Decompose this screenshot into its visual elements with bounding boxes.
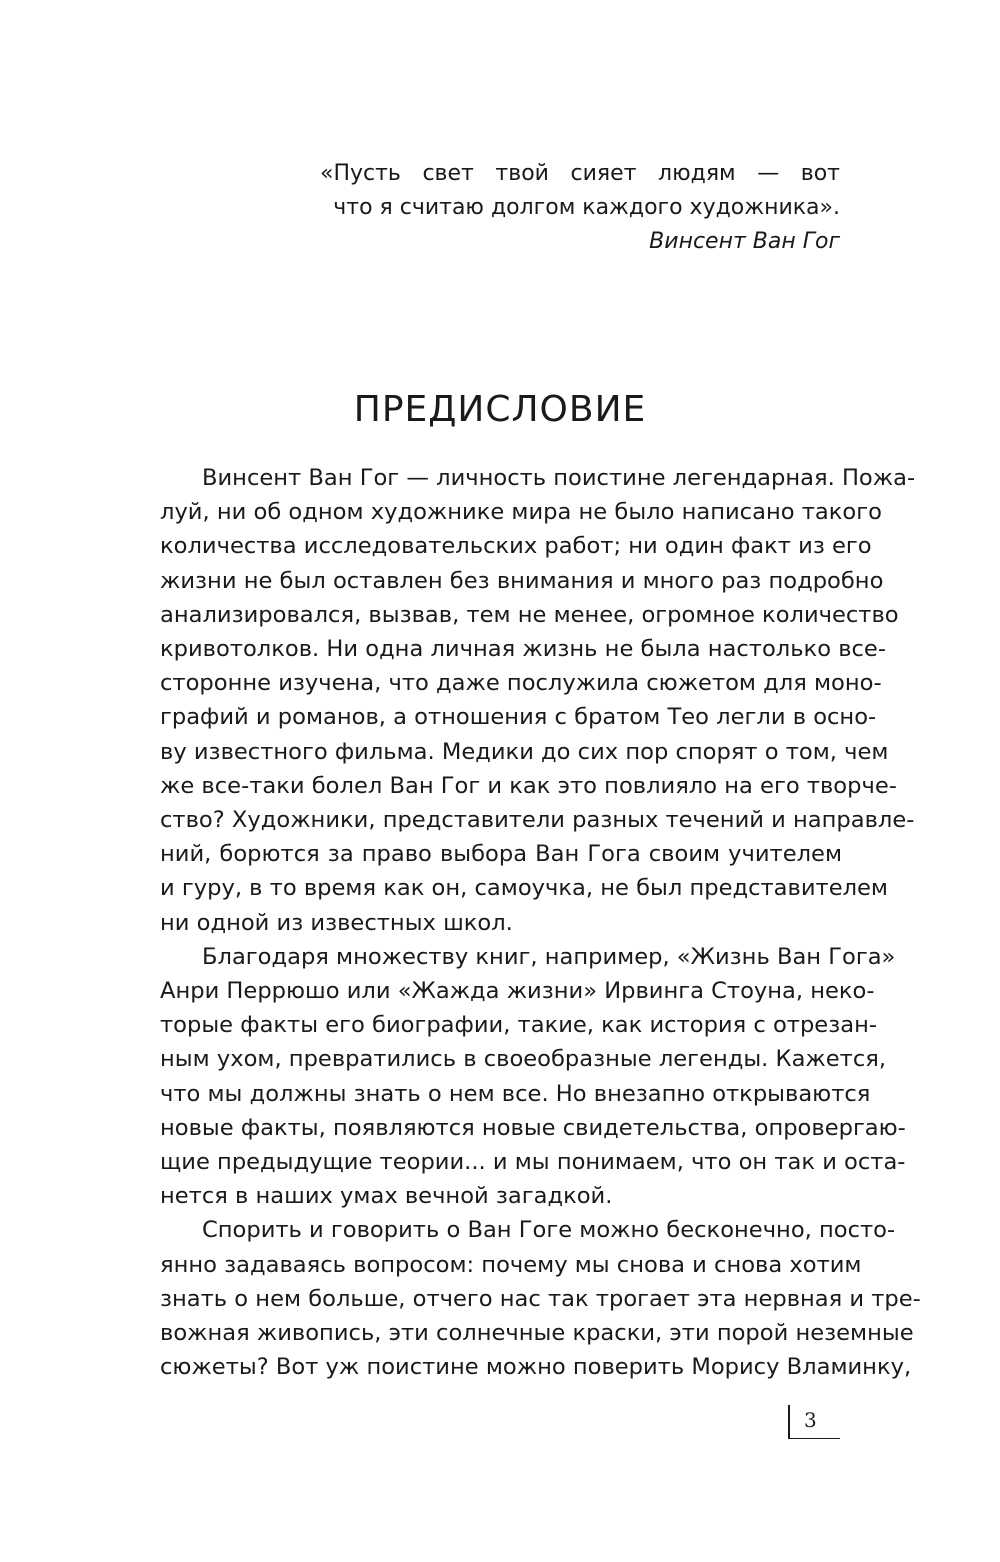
text-line: новые факты, появляются новые свидетельства, опровергаю- bbox=[160, 1114, 906, 1141]
text-line: нется в наших умах вечной загадкой. bbox=[160, 1183, 613, 1210]
text-line: кривотолков. Ни одна личная жизнь не была настолько все- bbox=[160, 636, 886, 663]
epigraph-line: что я считаю долгом каждого художника». bbox=[333, 195, 840, 220]
text-line: Анри Перрюшо или «Жажда жизни» Ирвинга Стоуна, неко- bbox=[160, 978, 875, 1005]
chapter-heading: ПРЕДИСЛОВИЕ bbox=[353, 389, 647, 430]
text-line: же все-таки болел Ван Гог и как это повлияло на его творче- bbox=[160, 772, 897, 799]
text-line: ни одной из известных школ. bbox=[160, 909, 513, 936]
text-line: количества исследовательских работ; ни один факт из его bbox=[160, 533, 872, 560]
text-line: ний, борются за право выбора Ван Гога своим учителем bbox=[160, 841, 842, 868]
text-line: ву известного фильма. Медики до сих пор спорят о том, чем bbox=[160, 738, 889, 765]
text-line: и гуру, в то время как он, самоучка, не был представителем bbox=[160, 875, 888, 902]
text-line: янно задаваясь вопросом: почему мы снова и снова хотим bbox=[160, 1251, 862, 1278]
text-line: жизни не был оставлен без внимания и много раз подробно bbox=[160, 567, 884, 594]
text-line: луй, ни об одном художнике мира не было написано такого bbox=[160, 499, 882, 526]
text-line: ным ухом, превратились в своеобразные легенды. Кажется, bbox=[160, 1046, 887, 1073]
epigraph-line: «Пусть свет твой сияет людям — вот bbox=[320, 161, 840, 186]
text-line: графий и романов, а отношения с братом Тео легли в осно- bbox=[160, 704, 877, 731]
text-line: анализировался, вызвав, тем не менее, огромное количество bbox=[160, 601, 899, 628]
text-line: вожная живопись, эти солнечные краски, эти порой неземные bbox=[160, 1320, 914, 1347]
text-line: знать о нем больше, отчего нас так трогает эта нервная и тре- bbox=[160, 1285, 921, 1312]
text-line: сторонне изучена, что даже послужила сюжетом для моно- bbox=[160, 670, 882, 697]
page-number: 3 bbox=[804, 1408, 817, 1432]
text-line: торые факты его биографии, такие, как история с отрезан- bbox=[160, 1012, 877, 1039]
text-line: щие предыдущие теории... и мы понимаем, что он так и оста- bbox=[160, 1149, 906, 1176]
text-line: сюжеты? Вот уж поистине можно поверить Морису Вламинку, bbox=[160, 1354, 912, 1381]
epigraph bbox=[320, 157, 840, 259]
text-line: что мы должны знать о нем все. Но внезапно открываются bbox=[160, 1080, 871, 1107]
epigraph-author: Винсент Ван Гог bbox=[649, 229, 840, 254]
text-line: Спорить и говорить о Ван Гоге можно бесконечно, посто- bbox=[202, 1217, 896, 1244]
page-number-marker bbox=[788, 1405, 840, 1439]
folio-divider bbox=[788, 1405, 790, 1439]
folio-underline bbox=[788, 1438, 840, 1440]
body-text bbox=[160, 461, 921, 1384]
text-line: ство? Художники, представители разных течений и направле- bbox=[160, 807, 915, 834]
text-line: Благодаря множеству книг, например, «Жизнь Ван Гога» bbox=[202, 943, 896, 970]
text-line: Винсент Ван Гог — личность поистине легендарная. Пожа- bbox=[202, 465, 916, 491]
